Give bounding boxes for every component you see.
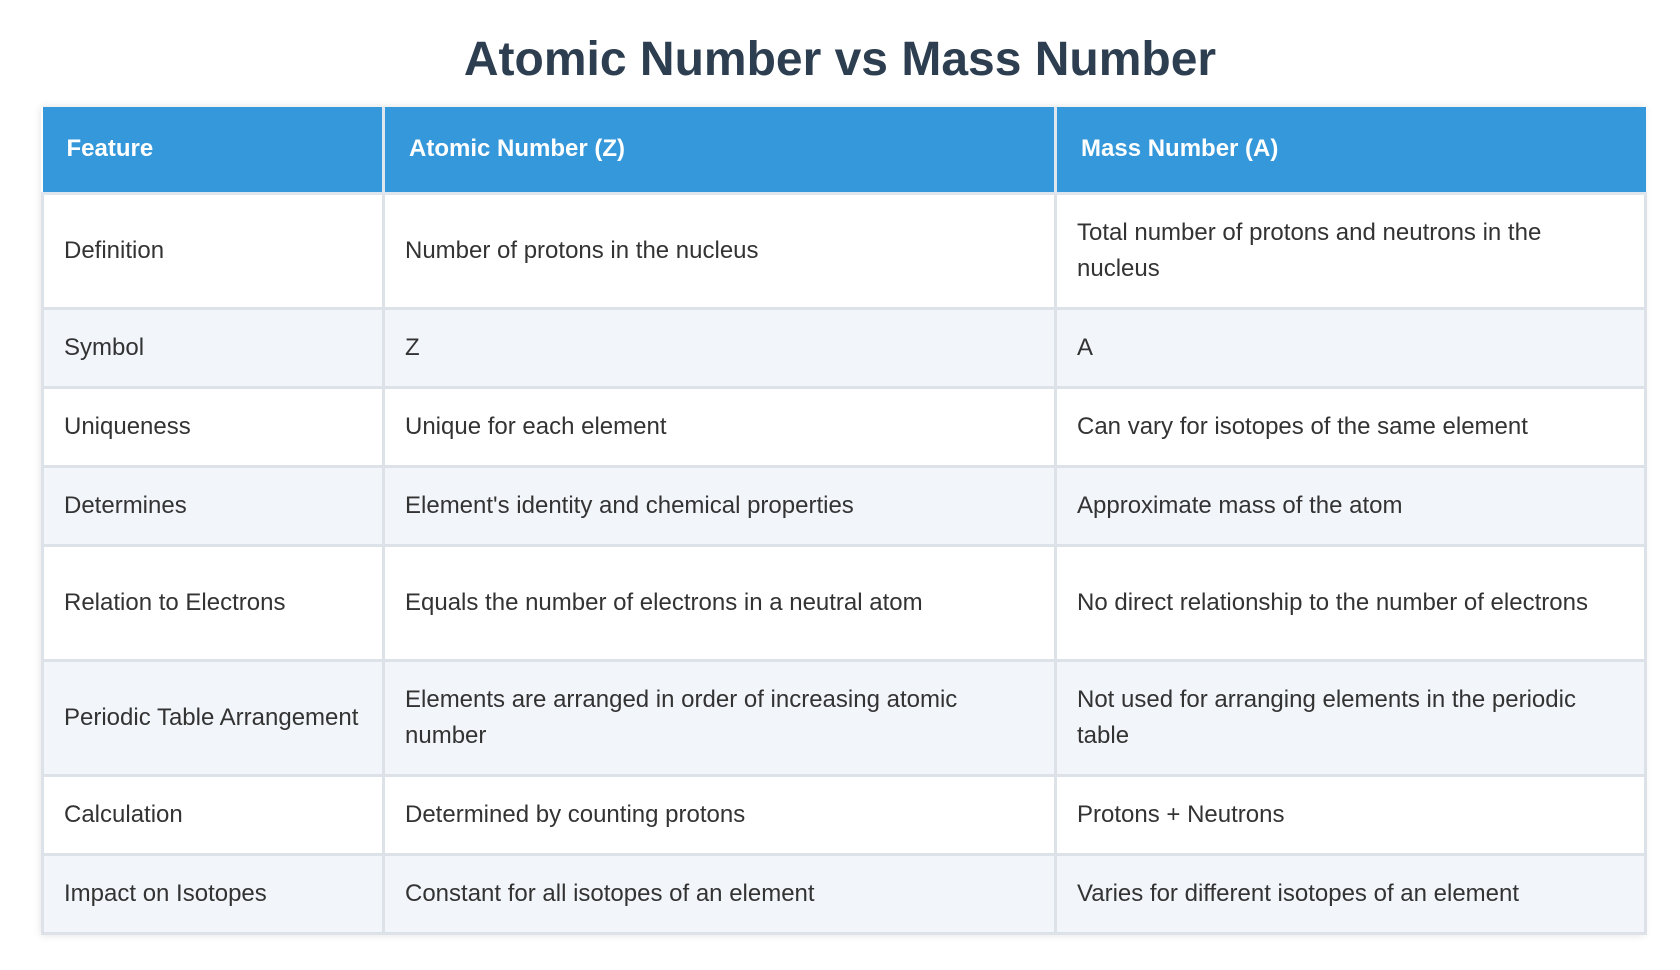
atomic-number-cell: Constant for all isotopes of an element [384,854,1056,933]
feature-cell: Symbol [43,308,384,387]
table-header [43,107,1646,193]
mass-number-cell: Approximate mass of the atom [1056,466,1646,545]
feature-cell: Relation to Electrons [43,545,384,660]
feature-cell: Impact on Isotopes [43,854,384,933]
table-row [43,775,1646,854]
table-row [43,308,1646,387]
mass-number-cell: A [1056,308,1646,387]
feature-cell: Determines [43,466,384,545]
feature-cell: Definition [43,193,384,308]
mass-number-cell: Total number of protons and neutrons in the nucleus [1056,193,1646,308]
table-row [43,466,1646,545]
column-header-mass-number: Mass Number (A) [1056,107,1646,193]
atomic-number-cell: Elements are arranged in order of increasing atomic number [384,660,1056,775]
atomic-number-cell: Unique for each element [384,387,1056,466]
column-header-atomic-number: Atomic Number (Z) [384,107,1056,193]
table-body [43,193,1646,933]
mass-number-cell: Varies for different isotopes of an element [1056,854,1646,933]
page-title: Atomic Number vs Mass Number [463,33,1217,86]
comparison-table [41,107,1647,935]
table-row [43,545,1646,660]
table-row [43,660,1646,775]
comparison-table-container [41,107,1644,935]
atomic-number-cell: Determined by counting protons [384,775,1056,854]
mass-number-cell: Not used for arranging elements in the periodic table [1056,660,1646,775]
atomic-number-cell: Equals the number of electrons in a neutral atom [384,545,1056,660]
atomic-number-cell: Z [384,308,1056,387]
mass-number-cell: Protons + Neutrons [1056,775,1646,854]
feature-cell: Calculation [43,775,384,854]
column-header-feature: Feature [43,107,384,193]
table-row [43,854,1646,933]
header-row [43,107,1646,193]
atomic-number-cell: Number of protons in the nucleus [384,193,1056,308]
mass-number-cell: Can vary for isotopes of the same element [1056,387,1646,466]
feature-cell: Periodic Table Arrangement [43,660,384,775]
table-row [43,387,1646,466]
feature-cell: Uniqueness [43,387,384,466]
table-row [43,193,1646,308]
mass-number-cell: No direct relationship to the number of electrons [1056,545,1646,660]
atomic-number-cell: Element's identity and chemical properties [384,466,1056,545]
